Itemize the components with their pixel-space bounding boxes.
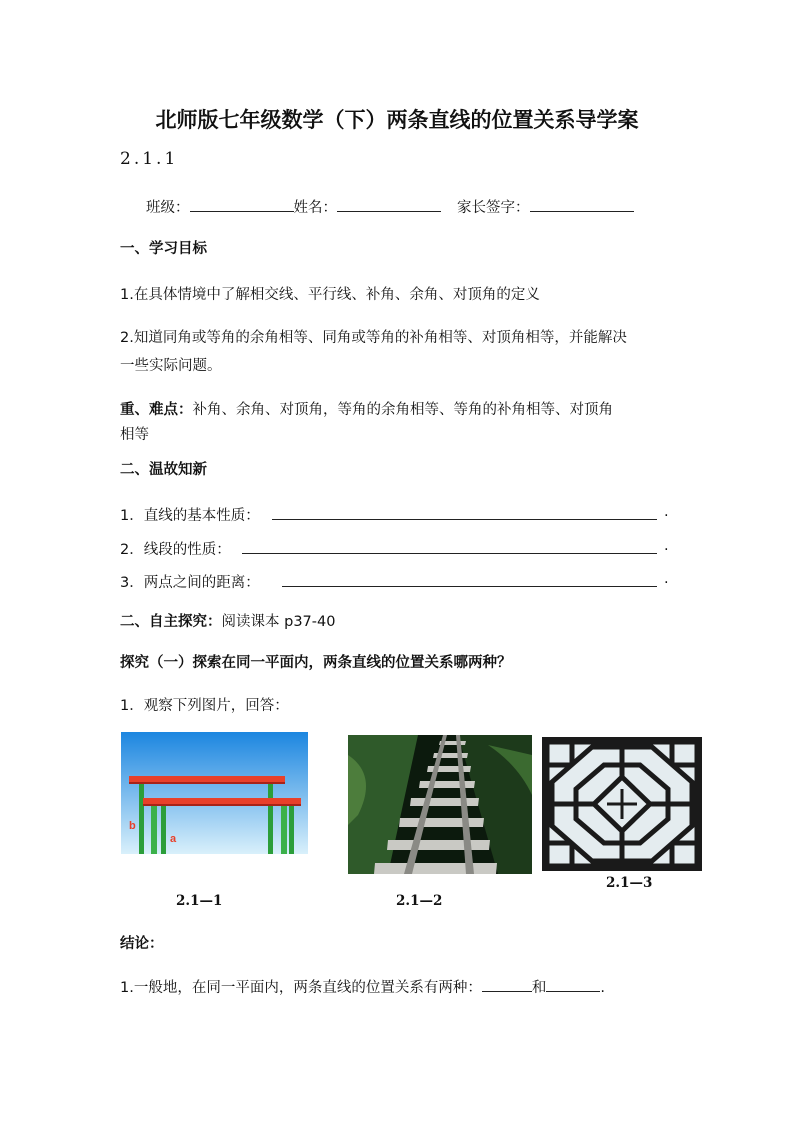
- conclusion-blank-1[interactable]: [482, 976, 532, 992]
- review-q2-end: .: [664, 538, 669, 554]
- goal-item-2-line1: 2.知道同角或等角的余角相等、同角或等角的补角相等、对顶角相等，并能解决: [120, 330, 627, 346]
- name-label: 姓名：: [293, 200, 337, 216]
- key-points-line2: 相等: [120, 427, 149, 443]
- review-q1-end: .: [664, 504, 669, 520]
- fig1-label-a: a: [170, 833, 177, 845]
- conclusion-and: 和: [531, 980, 547, 996]
- explore-sub-heading: 探究（一）探索在同一平面内，两条直线的位置关系哪两种？: [120, 655, 512, 671]
- figure-1-caption: 2.1—1: [176, 893, 223, 909]
- conclusion-line-1: [120, 976, 605, 997]
- figure-railway-image: [348, 735, 532, 874]
- review-q1-blank[interactable]: [272, 504, 657, 520]
- parent-signature-blank[interactable]: [530, 196, 634, 212]
- goals-heading: 一、学习目标: [120, 241, 207, 257]
- explore-reading: 阅读课本 p37-40: [221, 614, 336, 630]
- figure-lattice-image: [542, 737, 702, 871]
- goal-item-1: 1.在具体情境中了解相交线、平行线、补角、余角、对顶角的定义: [120, 287, 540, 303]
- fig1-label-b: b: [129, 820, 136, 832]
- review-heading: 二、温故知新: [120, 462, 207, 478]
- review-q3-end: .: [664, 571, 669, 587]
- fig1-label-n: n: [292, 796, 298, 806]
- review-q3-label: 3．两点之间的距离：: [120, 575, 260, 591]
- figure-2-caption: 2.1—2: [396, 893, 443, 909]
- review-q2-blank[interactable]: [242, 538, 657, 554]
- page-title: 北师版七年级数学（下）两条直线的位置关系导学案: [155, 107, 639, 132]
- class-blank[interactable]: [190, 196, 294, 212]
- explore-task: 1．观察下列图片，回答：: [120, 698, 289, 714]
- review-q1-label: 1．直线的基本性质：: [120, 508, 260, 524]
- figure-3-caption: 2.1—3: [606, 875, 653, 891]
- review-q3-blank[interactable]: [282, 571, 657, 587]
- goal-item-2-line2: 一些实际问题。: [120, 358, 222, 374]
- key-points-line1: [120, 398, 613, 419]
- explore-heading: 二、自主探究：: [120, 614, 222, 630]
- conclusion-blank-2[interactable]: [546, 976, 600, 992]
- section-number: 2.1.1: [120, 149, 179, 169]
- key-points-label: 重、难点：: [120, 402, 193, 418]
- parent-signature-label: 家长签字：: [457, 200, 530, 216]
- conclusion-heading: 结论：: [120, 936, 164, 952]
- info-line: [146, 196, 634, 217]
- conclusion-text: 1.一般地，在同一平面内，两条直线的位置关系有两种：: [120, 980, 482, 996]
- conclusion-end: .: [600, 980, 605, 996]
- review-q2-label: 2．线段的性质：: [120, 542, 231, 558]
- class-label: 班级：: [146, 200, 190, 216]
- fig1-label-m: m: [275, 774, 283, 784]
- key-points-text: 补角、余角、对顶角，等角的余角相等、等角的补角相等、对顶角: [192, 402, 613, 418]
- name-blank[interactable]: [337, 196, 441, 212]
- explore-heading-line: [120, 610, 335, 631]
- figure-gate-image: [121, 732, 308, 854]
